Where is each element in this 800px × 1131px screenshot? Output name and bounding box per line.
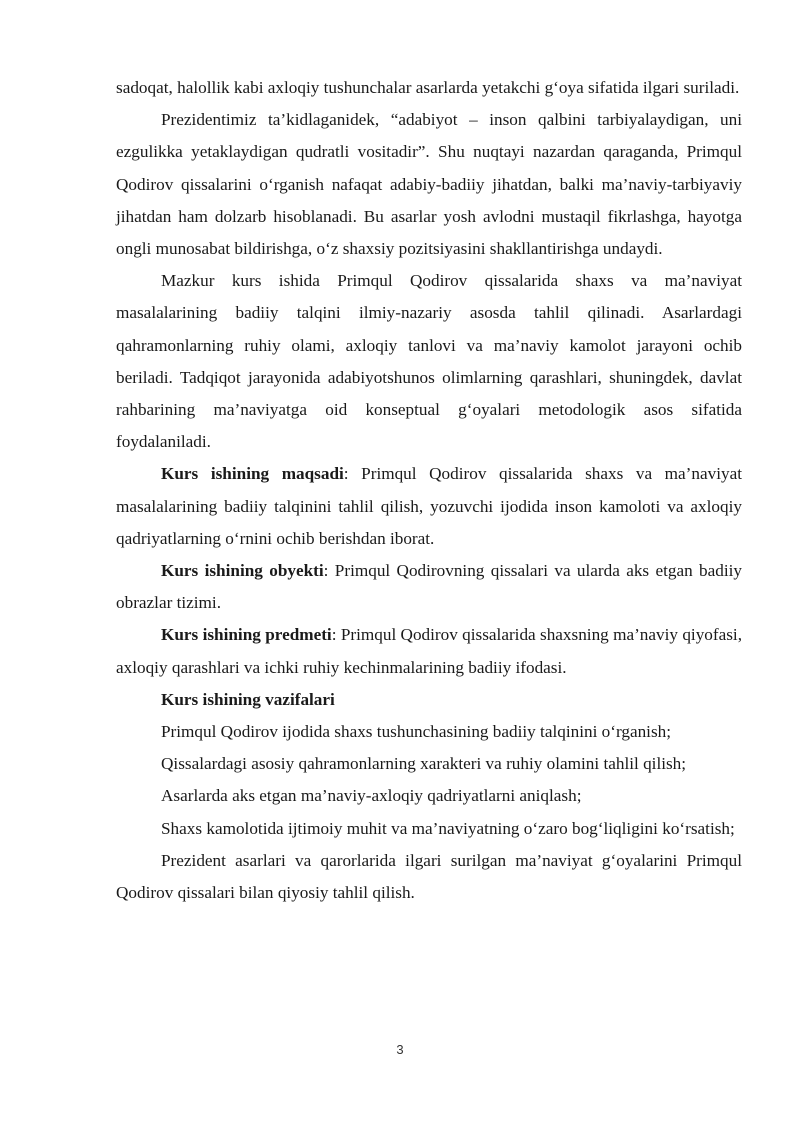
section-goal-text: : Primqul Qodirov qissalarida shaxs va ma’naviyat masalalarining badiiy talqinini tahlil qilish, yozuvchi ijodida inson kamoloti va axloqiy qadriyatlarning o‘rnini ochib berishdan iborat.: [116, 464, 742, 548]
section-goal-label: Kurs ishining maqsadi: [161, 464, 344, 484]
paragraph-president-quote: Prezidentimiz ta’kidlaganidek, “adabiyot – inson qalbini tarbiyalaydigan, uni ezgulikka yetaklaydigan qudratli vositadir”. Shu nuqtayi nazardan qaraganda, Primqul Qodirov qissalarini o‘rganish nafaqat adabiy-badiiy jihatdan, balki ma’naviy-tarbiyaviy jihatdan ham dolzarb hisoblanadi. Bu asarlar yosh avlodni mustaqil fikrlashga, hayotga ongli munosabat bildirishga, o‘z shaxsiy pozitsiyasini shakllantirishga undaydi.: [116, 110, 742, 259]
section-goal: [116, 458, 742, 555]
section-object: [116, 555, 742, 619]
task-item-4: Shaxs kamolotida ijtimoiy muhit va ma’naviyatning o‘zaro bog‘liqligini ko‘rsatish;: [161, 818, 735, 838]
document-body: [116, 72, 742, 909]
task-item-3: Asarlarda aks etgan ma’naviy-axloqiy qadriyatlarni aniqlash;: [161, 786, 582, 806]
section-subject-text: : Primqul Qodirov qissalarida shaxsning ma’naviy qiyofasi, axloqiy qarashlari va ichki ruhiy kechinmalarining badiiy ifodasi.: [116, 625, 742, 677]
section-subject: [116, 619, 742, 683]
task-item-1: Primqul Qodirov ijodida shaxs tushunchasining badiiy talqinini o‘rganish;: [161, 722, 672, 742]
section-object-text: : Primqul Qodirovning qissalari va ularda aks etgan badiiy obrazlar tizimi.: [116, 561, 743, 613]
paragraph-course-overview: Mazkur kurs ishida Primqul Qodirov qissalarida shaxs va ma’naviyat masalalarining badiiy talqini ilmiy-nazariy asosda tahlil qilinadi. Asarlardagi qahramonlarning ruhiy olami, axloqiy tanlovi va ma’naviy kamolot jarayoni ochib beriladi. Tadqiqot jarayonida adabiyotshunos olimlarning qarashlari, shuningdek, davlat rahbarining ma’naviyatga oid konseptual g‘oyalari metodologik asos sifatida foydalaniladi.: [116, 271, 742, 452]
section-tasks-heading: Kurs ishining vazifalari: [161, 689, 335, 709]
task-item-5: Prezident asarlari va qarorlarida ilgari surilgan ma’naviyat g‘oyalarini Primqul Qodirov qissalari bilan qiyosiy tahlil qilish.: [116, 850, 742, 903]
section-subject-label: Kurs ishining predmeti: [161, 625, 332, 645]
paragraph-continuation: sadoqat, halollik kabi axloqiy tushunchalar asarlarda yetakchi g‘oya sifatida ilgari suriladi.: [116, 78, 740, 97]
section-object-label: Kurs ishining obyekti: [161, 561, 324, 581]
task-item-2: Qissalardagi asosiy qahramonlarning xarakteri va ruhiy olamini tahlil qilish;: [161, 754, 687, 774]
page-number: 3: [396, 1042, 404, 1057]
